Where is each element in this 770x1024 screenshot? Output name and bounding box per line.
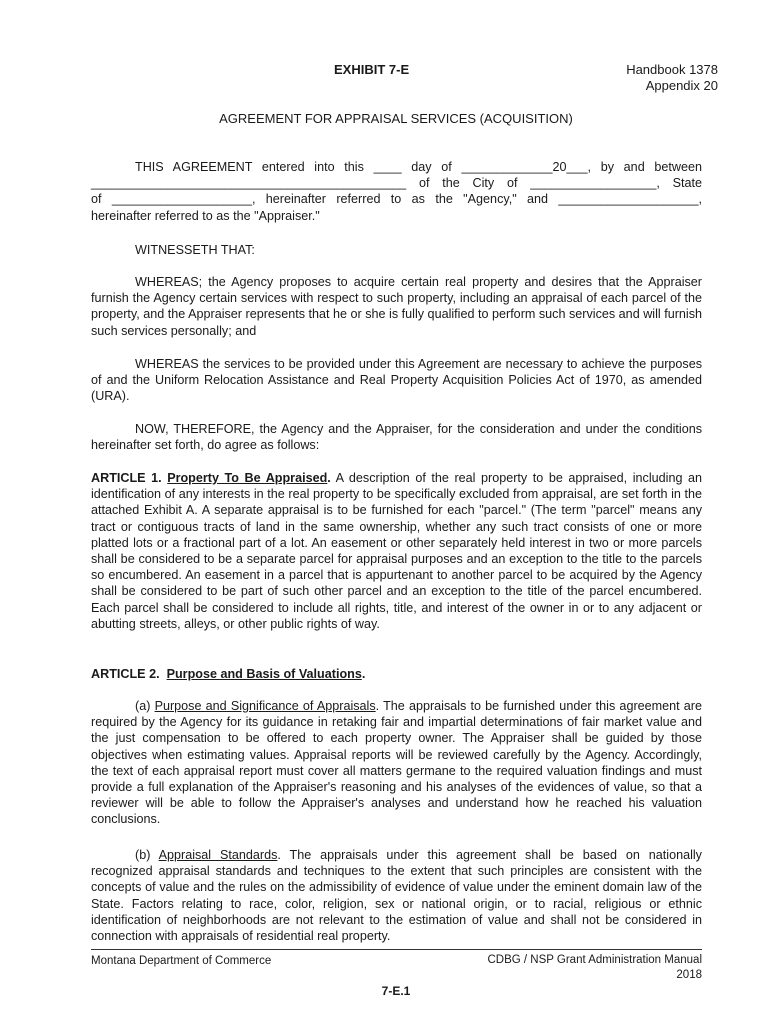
footer-department: Montana Department of Commerce	[91, 955, 272, 967]
article-2-label: ARTICLE 2	[91, 667, 157, 681]
section-b-text: The appraisals under this agreement shall be based on nationally recognized appraisal standards and techniques to the extent that such principles are consistent with the concepts of value and the rules on the admissibility of evidence of value under the eminent domain law of the State. Factors relating to race, color, religion, sex or national origin, or to racial, religious or ethnic identification of neighborhoods are not relevant to the estimation of value and shall not be considered in connection with appraisals of residential real property.	[91, 848, 702, 944]
handbook-reference	[626, 62, 718, 94]
handbook-number: Handbook 1378	[626, 62, 718, 77]
article-1-heading: Property To Be Appraised	[167, 471, 328, 485]
article-1-text: A description of the real property to be appraised, including an identification of any interests in the real property to be specifically excluded from appraisal, are set forth in the attached Exhibit A. A separate appraisal is to be furnished for each "parcel." (The term "parcel" means any tract or contiguous tracts of land in the same ownership, whether any such tract consists of one or more platted lots or a fractional part of a lot. An easement or other separately held interest in two or more parcels shall be considered to be a separate parcel for appraisal purposes and an exception to the title to the parcels so encumbered. An easement in a parcel that is appurtenant to another parcel to be acquired by the Agency shall be considered to be part of such other parcel and an exception to the title of the parcel encumbered. Each parcel shall be considered to include all rights, title, and interest of the owner in or to any adjacent or abutting streets, alleys, or other public rights of way.	[91, 471, 703, 631]
article-2-section-a	[91, 698, 702, 828]
intro-line-4: hereinafter referred to as the "Appraiser."	[91, 208, 320, 223]
section-b-label: (b)	[135, 848, 151, 862]
whereas-text-2: WHEREAS the services to be provided under this Agreement are necessary to achieve the purposes of and the Uniform Relocation Assistance and Real Property Acquisition Policies Act of 1970, as amended (URA).	[91, 357, 702, 404]
document-title: AGREEMENT FOR APPRAISAL SERVICES (ACQUISITION)	[219, 111, 573, 126]
article-2-section-b	[91, 847, 702, 944]
intro-line-2: _____________________________________________ of the City of __________________, State	[91, 176, 702, 191]
exhibit-label: EXHIBIT 7-E	[334, 62, 410, 77]
article-1-label: ARTICLE 1.	[91, 471, 162, 485]
footer-manual	[487, 953, 702, 983]
section-a-paragraph: (a) Purpose and Significance of Appraisals. The appraisals to be furnished under this agreement are required by the Agency for its guidance in retaking fair and impartial determinations of fair market value and the just compensation to be offered to each property owner. The Appraiser shall be guided by those objectives when estimating values. Appraisal reports will be reviewed carefully by the Agency. Accordingly, the text of each appraisal report must cover all matters germane to the required valuation findings and must provide a full explanation of the Appraiser's reasoning and his analyses of the evidences of value, so that a reviewer will be able to follow the Appraiser's analyses and understand how he reached his valuation conclusions.	[91, 699, 703, 827]
section-a-heading: Purpose and Significance of Appraisals	[154, 699, 376, 713]
article-2-heading: Purpose and Basis of Valuations	[166, 667, 362, 681]
page-number: 7-E.1	[381, 984, 411, 998]
section-a-label: (a)	[135, 699, 151, 713]
whereas-paragraph-1	[91, 274, 702, 339]
section-b-heading: Appraisal Standards	[158, 848, 278, 862]
article-2-heading-line: ARTICLE 2. Purpose and Basis of Valuations.	[91, 667, 366, 681]
intro-line-3: of ____________________, hereinafter referred to as the "Agency," and ____________________,	[91, 192, 702, 207]
footer-divider	[91, 949, 702, 950]
appendix-number: Appendix 20	[645, 78, 718, 93]
footer-manual-title: CDBG / NSP Grant Administration Manual	[487, 954, 702, 966]
witnesseth-heading: WITNESSETH THAT:	[135, 243, 255, 257]
footer-manual-year: 2018	[676, 969, 702, 981]
article-1-paragraph: ARTICLE 1. Property To Be Appraised. A description of the real property to be appraised, including an identification of any interests in the real property to be specifically excluded from appraisal, are set forth in the attached Exhibit A. A separate appraisal is to be furnished for each "parcel." (The term "parcel" means any tract or contiguous tracts of land in the same ownership, whether any such tract consists of one or more platted lots or a fractional part of a lot. An easement or other separately held interest in two or more parcels shall be considered to be a separate parcel for appraisal purposes and an exception to the title to the parcels so encumbered. An easement in a parcel that is appurtenant to another parcel to be acquired by the Agency shall be considered to be part of such other parcel and an exception to the title of the parcel encumbered. Each parcel shall be considered to include all rights, title, and interest of the owner in or to any adjacent or abutting streets, alleys, or other public rights of way.	[91, 471, 703, 631]
intro-paragraph	[91, 159, 702, 224]
now-therefore-paragraph	[91, 421, 702, 453]
whereas-paragraph-2	[91, 356, 702, 405]
now-therefore-text: NOW, THEREFORE, the Agency and the Appraiser, for the consideration and under the conditions hereinafter set forth, do agree as follows:	[91, 422, 702, 453]
section-a-text: The appraisals to be furnished under this agreement are required by the Agency for its guidance in retaking fair and impartial determinations of fair market value and the just compensation to be offered to each property owner. The Appraiser shall be guided by those objectives when estimating values. Appraisal reports will be reviewed carefully by the Agency. Accordingly, the text of each appraisal report must cover all matters germane to the required valuation findings and must provide a full explanation of the Appraiser's reasoning and his analyses of the evidences of value, so that a reviewer will be able to follow the Appraiser's analyses and understand how he reached his valuation conclusions.	[91, 699, 703, 827]
section-b-paragraph: (b) Appraisal Standards. The appraisals under this agreement shall be based on nationally recognized appraisal standards and techniques to the extent that such principles are consistent with the concepts of value and the rules on the admissibility of evidence of value under the eminent domain law of the State. Factors relating to race, color, religion, sex or national origin, or to racial, religious or ethnic identification of neighborhoods are not relevant to the estimation of value and shall not be considered in connection with appraisals of residential real property.	[91, 848, 702, 944]
whereas-text-1: WHEREAS; the Agency proposes to acquire certain real property and desires that the Appraiser furnish the Agency certain services with respect to such property, including an appraisal of each parcel of the property, and the Appraiser represents that he or she is fully qualified to perform such services and will furnish such services personally; and	[91, 275, 702, 338]
intro-line-1: THIS AGREEMENT entered into this ____ day of _____________20___, by and between	[135, 160, 702, 174]
article-1	[91, 470, 702, 632]
